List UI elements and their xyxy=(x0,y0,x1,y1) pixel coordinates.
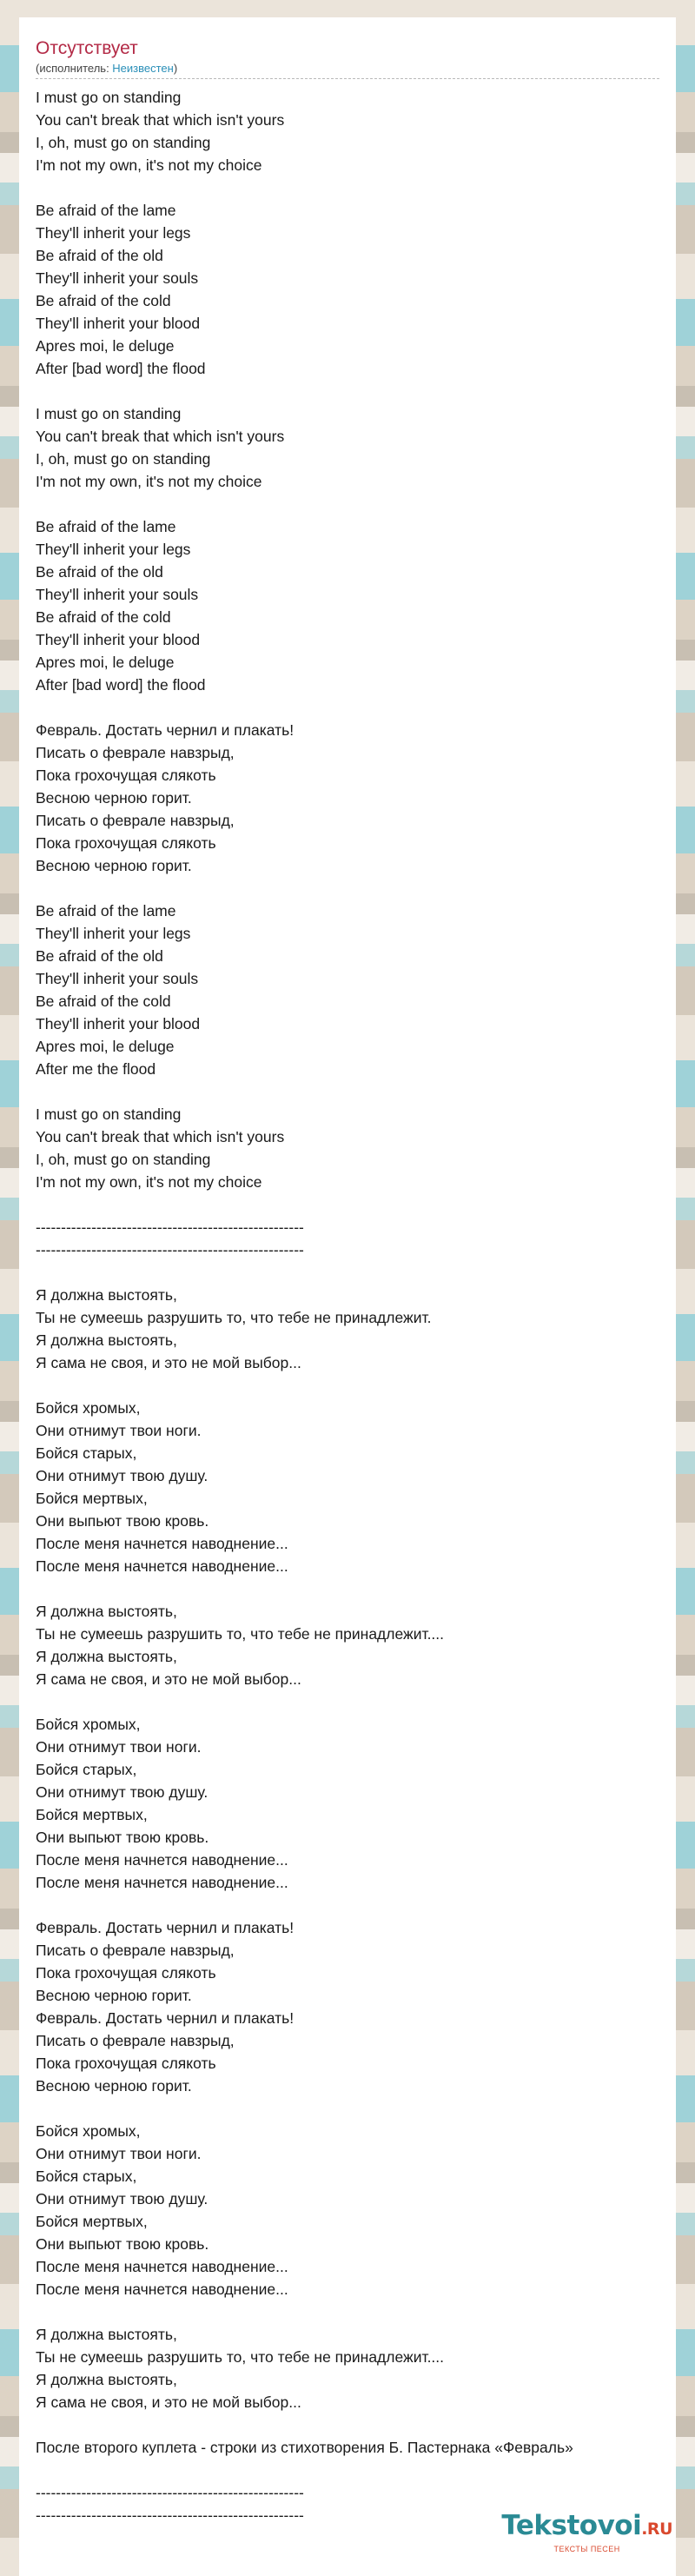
logo-tld: .RU xyxy=(641,2520,672,2539)
artist-line xyxy=(36,61,659,79)
artist-suffix: ) xyxy=(173,62,178,75)
logo-wordmark xyxy=(501,2510,672,2545)
lyrics-text: I must go on standing You can't break that which isn't yours I, oh, must go on standing I'm not my own, it's not my choice Be afraid of the lame They'll inherit your legs Be afraid of the old They'll inherit your souls Be afraid of the cold They'll inherit your blood Apres moi, le deluge After [bad word] the flood I must go on standing You can't break that which isn't yours I, oh, must go on standing I'm not my own, it's not my choice Be afraid of the lame They'll inherit your legs Be afraid of the old They'll inherit your souls Be afraid of the cold They'll inherit your blood Apres moi, le deluge After [bad word] the flood Февраль. Достать чернил и плакать! Писать о феврале навзрыд, Пока грохочущая слякоть Весною черною горит. Писать о феврале навзрыд, Пока грохочущая слякоть Весною черною горит. Be afraid of the lame They'll inherit your legs Be afraid of the old They'll inherit your souls Be afraid of the cold They'll inherit your blood Apres moi, le deluge After me the flood I must go on standing You can't break that which isn't yours I, oh, must go on standing I'm not my own, it's not my choice ----------------------------------------------------- ----------------------------------------------------- Я должна выстоять, Ты не сумеешь разрушить то, что тебе не принадлежит. Я должна выстоять, Я сама не своя, и это не мой выбор... Бойся хромых, Они отнимут твои ноги. Бойся старых, Они отнимут твою душу. Бойся мертвых, Они выпьют твою кровь. После меня начнется наводнение... После меня начнется наводнение... Я должна выстоять, Ты не сумеешь разрушить то, что тебе не принадлежит.... Я должна выстоять, Я сама не своя, и это не мой выбор... Бойся хромых, Они отнимут твои ноги. Бойся старых, Они отнимут твою душу. Бойся мертвых, Они выпьют твою кровь. После меня начнется наводнение... После меня начнется наводнение... Февраль. Достать чернил и плакать! Писать о феврале навзрыд, Пока грохочущая слякоть Весною черною горит. Февраль. Достать чернил и плакать! Писать о феврале навзрыд, Пока грохочущая слякоть Весною черною горит. Бойся хромых, Они отнимут твои ноги. Бойся старых, Они отнимут твою душу. Бойся мертвых, Они выпьют твою кровь. После меня начнется наводнение... После меня начнется наводнение... Я должна выстоять, Ты не сумеешь разрушить то, что тебе не принадлежит.... Я должна выстоять, Я сама не своя, и это не мой выбор... После второго куплета - строки из стихотворения Б. Пастернака «Февраль» ----------------------------------------------------- ----------------------------------------------------- xyxy=(36,89,573,2524)
song-title: Отсутствует xyxy=(36,38,138,58)
logo-tagline: ТЕКСТЫ ПЕСЕН xyxy=(553,2545,620,2553)
artist-link[interactable]: Неизвестен xyxy=(112,62,174,75)
lyrics-card xyxy=(19,17,676,2576)
logo-name: Tekstovoi xyxy=(501,2510,642,2541)
site-logo[interactable] xyxy=(501,2510,672,2553)
artist-prefix: (исполнитель: xyxy=(36,62,113,75)
